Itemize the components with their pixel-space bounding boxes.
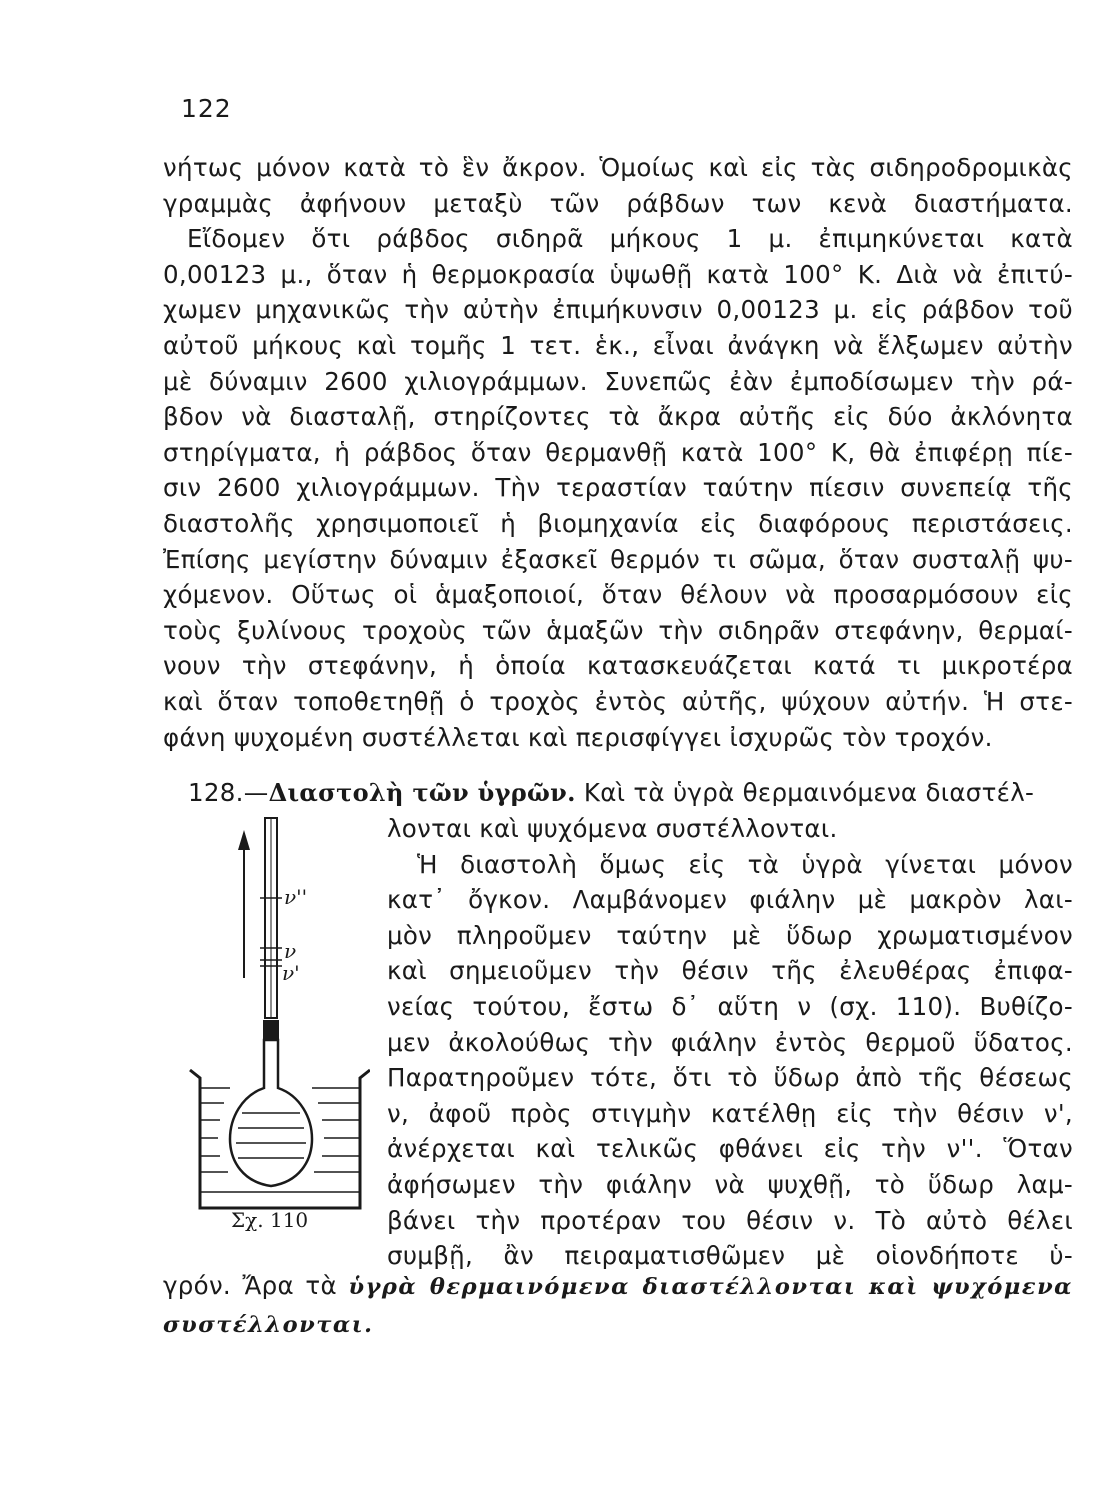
text-line: χωμεν μηχανικῶς τὴν αὐτὴν ἐπιμήκυνσιν 0,00123 μ. εἰς ράβδον τοῦ [163, 295, 1073, 325]
figure-caption: Σχ. 110 [231, 1208, 309, 1232]
text-line: Εἴδομεν ὅτι ράβδος σιδηρᾶ μήκους 1 μ. ἐπιμηκύνεται κατὰ [187, 224, 1073, 254]
conclusion-emphasis-1: ὑγρὰ θερμαινόμενα διαστέλλονται καὶ ψυχόμενα [348, 1274, 1073, 1300]
text-line: κατ᾽ ὄγκον. Λαμβάνομεν φιάλην μὲ μακρὸν λαι- [387, 885, 1073, 915]
section-number: 128.— [188, 778, 269, 807]
page-number: 122 [181, 94, 232, 123]
text-line: στηρίγματα, ἡ ράβδος ὅταν θερμανθῇ κατὰ 100° Κ, θὰ ἐπιφέρῃ πίε- [163, 437, 1073, 467]
text-line: ἀνέρχεται καὶ τελικῶς φθάνει εἰς τὴν ν''. Ὅταν [387, 1134, 1073, 1164]
text-line: καὶ ὅταν τοποθετηθῇ ὁ τροχὸς ἐντὸς αὐτῆς, ψύχουν αὐτήν. Ἡ στε- [163, 686, 1073, 716]
section-first-line-rest: Καὶ τὰ ὑγρὰ θερμαινόμενα διαστέλ- [583, 778, 1035, 807]
text-line: αὐτοῦ μήκους καὶ τομῆς 1 τετ. ἑκ., εἶναι ἀνάγκη νὰ ἕλξωμεν αὐτὴν [163, 330, 1073, 360]
figure-110-flask-diagram [180, 808, 370, 1228]
text-line: σιν 2600 χιλιογράμμων. Τὴν τεραστίαν ταύτην πίεσιν συνεπείᾳ τῆς [163, 473, 1073, 503]
text-line: τοὺς ξυλίνους τροχοὺς τῶν ἁμαξῶν τὴν σιδηρᾶν στεφάνην, θερμαί- [163, 615, 1073, 645]
text-line: φάνη ψυχομένη συστέλλεται καὶ περισφίγγει ἰσχυρῶς τὸν τροχόν. [163, 722, 993, 752]
text-line: μὲ δύναμιν 2600 χιλιογράμμων. Συνεπῶς ἐὰν ἐμποδίσωμεν τὴν ρά- [163, 366, 1073, 396]
conclusion-line-2 [163, 1306, 1073, 1344]
label-v-double-prime: ν'' [284, 885, 308, 909]
section-heading-line [188, 775, 1073, 811]
conclusion-line-1 [163, 1268, 1073, 1306]
text-line: νείας τούτου, ἔστω δ᾽ αὕτη ν (σχ. 110). Βυθίζο- [387, 991, 1073, 1021]
flask-in-water-bath-illustration [180, 808, 370, 1228]
text-line: Παρατηροῦμεν τότε, ὅτι τὸ ὕδωρ ἀπὸ τῆς θέσεως [387, 1063, 1073, 1093]
expansion-arrow-head [238, 830, 250, 850]
text-line: λονται καὶ ψυχόμενα συστέλλονται. [387, 814, 838, 843]
body-paragraphs [163, 150, 1073, 755]
text-line: καὶ σημειοῦμεν τὴν θέσιν τῆς ἐλευθέρας ἐπιφα- [387, 956, 1073, 986]
text-line: διαστολῆς χρησιμοποιεῖ ἡ βιομηχανία εἰς διαφόρους περιστάσεις. [163, 508, 1073, 538]
text-line: γραμμὰς ἀφήνουν μεταξὺ τῶν ράβδων των κενὰ διαστήματα. [163, 188, 1073, 218]
text-line: χόμενον. Οὕτως οἱ ἁμαξοποιοί, ὅταν θέλουν νὰ προσαρμόσουν εἰς [163, 580, 1073, 610]
text-line: συμβῇ, ἂν πειραματισθῶμεν μὲ οἱονδήποτε ὑ- [387, 1241, 1073, 1271]
conclusion-emphasis-2: συστέλλονται. [163, 1311, 374, 1338]
section-128-text-column [387, 811, 1073, 1274]
tail-start: γρόν. Ἄρα τὰ [163, 1271, 337, 1300]
text-line: μεν ἀκολούθως τὴν φιάλην ἐντὸς θερμοῦ ὕδατος. [387, 1027, 1073, 1057]
section-heading: Διαστολὴ τῶν ὑγρῶν. [268, 778, 576, 807]
text-line: 0,00123 μ., ὅταν ἡ θερμοκρασία ὑψωθῇ κατὰ 100° Κ. Διὰ νὰ ἐπιτύ- [163, 259, 1073, 289]
text-line: ν, ἀφοῦ πρὸς στιγμὴν κατέλθῃ εἰς τὴν θέσιν ν', [387, 1098, 1073, 1128]
section-128-tail [163, 1268, 1073, 1343]
flask-stopper [263, 1020, 279, 1040]
text-line: Ἐπίσης μεγίστην δύναμιν ἐξασκεῖ θερμόν τι σῶμα, ὅταν συσταλῇ ψυ- [163, 544, 1073, 574]
text-line: ἀφήσωμεν τὴν φιάλην νὰ ψυχθῇ, τὸ ὕδωρ λαμ- [387, 1169, 1073, 1199]
text-line: βάνει τὴν προτέραν του θέσιν ν. Τὸ αὐτὸ θέλει [387, 1205, 1073, 1235]
text-line: νήτως μόνον κατὰ τὸ ἓν ἄκρον. Ὁμοίως καὶ εἰς τὰς σιδηροδρομικὰς [163, 153, 1073, 182]
text-line: Ἡ διαστολὴ ὅμως εἰς τὰ ὑγρὰ γίνεται μόνον [417, 849, 1073, 879]
text-line: μὸν πληροῦμεν ταύτην μὲ ὕδωρ χρωματισμένον [387, 920, 1073, 950]
label-v: ν [284, 939, 297, 963]
text-line: νουν τὴν στεφάνην, ἡ ὁποία κατασκευάζεται κατά τι μικροτέρα [163, 651, 1073, 681]
section-128-first-line [188, 775, 1073, 811]
text-line: βδον νὰ διασταλῇ, στηρίζοντες τὰ ἄκρα αὐτῆς εἰς δύο ἀκλόνητα [163, 402, 1073, 432]
label-v-prime: ν' [282, 961, 300, 985]
